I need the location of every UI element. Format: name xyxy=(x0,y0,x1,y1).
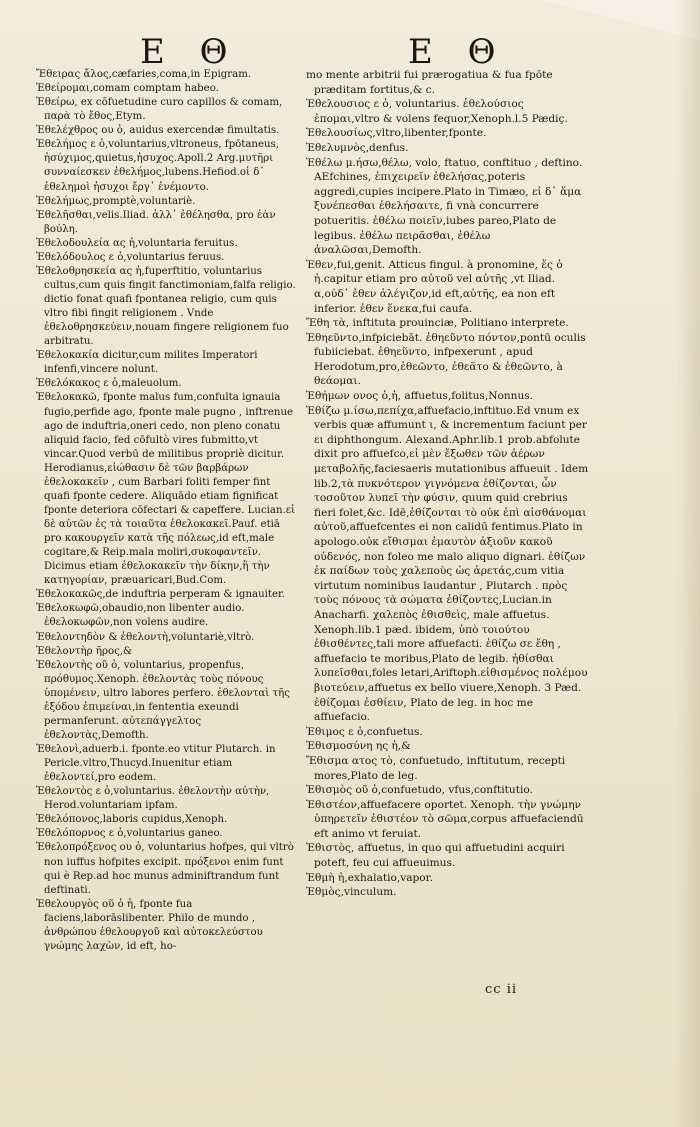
dictionary-entry: Ἐθελοκωφῶ,obaudio,non libenter audio. ἐθελοκωφῶν,non volens audire. xyxy=(36,603,245,629)
signature-mark: cc ii xyxy=(485,982,518,997)
dictionary-entry: Ἐθελοπρόξενος ου ὁ, voluntarius hofpes, qui vltrò non iuffus hofpites excipit. πρόξενοι enim funt qui è Rep.ad hoc munus adminiftrandum funt deftinati. xyxy=(36,842,294,896)
dictionary-entry: Ἐθελόδουλος ε ὁ,voluntarius feruus. xyxy=(36,251,225,263)
dictionary-entry: mo mente arbitrii fui prærogatiua & fua fpōte præditam fortitus,& c. xyxy=(306,69,553,96)
dictionary-entry: Ἐθελόκακος ε ὁ,maleuolum. xyxy=(36,378,182,390)
dictionary-entry: Ἐθιμος ε ὁ,confuetus. xyxy=(306,725,423,738)
dictionary-entry: Ἐθελοθρησκεία ας ἡ,fuperftitio, voluntarius cultus,cum quis fingit fanctimoniam,falfa religio. dictio fonat quafi fpontanea religio, cum quis vltro fibi fingit religionem . Vnde ἐθελοθρησκεύειν,nouam fingere religionem fuo arbitratu. xyxy=(36,265,296,348)
dictionary-entry: Ἐθίζω μ.ίσω,πεπίχα,affuefacio,inftituo.Ed vnum ex verbis quæ affumunt ι, & incrementum faciunt per ει diphthongum. Alexand.Aphr.lib.1 prob.abfolute dixit pro affuefco,εἰ μὲν ἔξωθεν τῶν ἀέρων μεταβολῆς,faciesaeris mutationibus affueuit . Idem lib.2,τὰ πυκνότερον γιγνόμενα ἐθίζονται, ὧν τοσοῦτον λυπεῖ τὴν φύσιν, quum quid crebrius fieri folet,&c. Idē,ἐθίζονται τὸ οὐκ ἐπὶ αἰσθάνομαι αὐτοῦ,affuefcentes ei non calidū fentimus.Plato in apologo.οὐκ εἴθισμαι ἐμαυτὸν ἀξιοῦν κακοῦ οὐδενός, non foleo me malo aliquo dignari. ἐθίζων ἐκ παίδων τοὺς χαλεποὺς ὡς ἀρετάς,cum vitia virtutum nominibus laudantur , Plutarch . πρὸς τοὺς πόνους τὰ σώματα ἐθίζοντες,Lucian.in Anacharfi. χαλεπὸς ἐθισθεὶς, male affuetus. Xenoph.lib.1 pæd. ibidem, ὑπὸ τοιούτου ἐθισθέντες,tali more affuefacti. ἐθίζω σε ἔθη , affuefacio te moribus,Plato de legib. ἠθίσθαι λυπεῖσθαι,foles letari,Ariftoph.εἰθισμένος πολέμου βιοτεύειν,affuetus ex bello viuere,Xenoph. 3 Pæd. ἐθίζομαι ἐσθίειν, Plato de leg. in hoc me affuefacio. xyxy=(306,404,589,724)
dictionary-entry: Ἐθελοκακία dicitur,cum milites Imperatori infenfi,vincere nolunt. xyxy=(36,350,258,376)
dictionary-entry: Ἐθείρομαι,comam comptam habeo. xyxy=(36,83,219,95)
dictionary-entry: Ἐθηεῦντο,infpiciebāt. ἐθηεῦντο πόντον,pontū oculis fubiiciebat. ἐθηεῦντο, infpexerunt , apud Herodotum,pro,ἐθεῶντο, ἐθεᾶτο & ἐθεῶντο, à θεάομαι. xyxy=(306,331,586,388)
dictionary-entry: Ἐθελοκακῶ, fponte malus fum,confulta ignauia fugio,perfide ago, fponte male pugno , inftrenue ago de induftria,oneri cedo, non pleno conatu aliquid facio, fed cōfultò vires fubmitto,vt vincar.Quod verbū de militibus propriè dicitur. Herodianus,εἰώθασιν δὲ τῶν βαρβάρων ἐθελοκακεῖν , cum Barbari foliti femper fint quafi fponte cedere. Aliquādo etiam fignificat fponte deteriora cōfectari & capeffere. Lucian.εἰ δὲ αὐτῶν ἐς τὰ τοιαῦτα ἐθελοκακεῖ.Pauf. etiā pro κακουργεῖν κατὰ τῆς πόλεως,id eft,male cogitare,& Reip.mala moliri,συκοφαντεῖν. Dicimus etiam ἐθελοκακεῖν τὴν δίκην,ἢ τὴν κατηγορίαν, præuaricari,Bud.Com. xyxy=(36,392,296,587)
dictionary-entry: Ἔθειρας ἄλος,cæfaries,coma,in Epigram. xyxy=(36,69,252,80)
dictionary-entry: Ἐθελοντὴς οῦ ὁ, voluntarius, propenfus, πρόθυμος.Xenoph. ἐθελοντὰς τοὺς πόνους ὑπομένειν, ultro labores perfero. ἐθελονταὶ τῆς ἐξόδου ἐπιμείναι,in fententia exeundi permanferunt. αὐτεπάγγελτος ἐθελοντὰς,Demofth. xyxy=(36,659,290,741)
dictionary-entry: Ἐθελοκακῶς,de induftria perperam & ignauiter. xyxy=(36,589,286,601)
dictionary-entry: Ἐθελοντηδὸν & ἐθελοντὴ,voluntariè,vltrò. xyxy=(36,631,255,643)
dictionary-entry: Ἐθελονὶ,aduerb.i. fponte.eo vtitur Plutarch. in Pericle.vltro,Thucyd.Inuenitur etiam ἐθελοντεί,pro eodem. xyxy=(36,744,276,784)
left-column xyxy=(36,68,299,954)
dictionary-entry: Ἐθελοδουλεία ας ἡ,voluntaria feruitus. xyxy=(36,237,238,249)
dictionary-entry: Ἐθελουσιος ε ὁ, voluntarius. ἐθελούσιος ἐπομαι,vltro & volens fequor,Xenoph.l.5 Pædiç. xyxy=(306,98,568,125)
dictionary-entry: Ἐθελόπονος,laboris cupidus,Xenoph. xyxy=(36,814,228,826)
dictionary-entry: Ἐθελῆσθαι,velis.Iliad. ἀλλ᾽ ἐθέλησθα, pro ἐὰν βούλη. xyxy=(36,209,276,235)
dictionary-entry: Ἐθεν,fui,genit. Atticus fingul. à pronomine, ἕς ὁ ἡ.capitur etiam pro αὐτοῦ vel αὐτῆς ,vt Iliad. α,οὐδ᾽ ἐθεν ἀλέγιζον,id eft,αὐτῆς, ea non eft inferior. ἐθεν ἕνεκα,fui caufa. xyxy=(306,258,563,315)
dictionary-entry: Ἐθμὸς,vinculum. xyxy=(306,886,397,899)
dictionary-entry: Ἐθήμων ονος ὁ,ἡ, affuetus,folitus,Nonnus. xyxy=(306,390,534,403)
dictionary-entry: Ἐθιστέον,affuefacere oportet. Xenoph. τὴν γνώμην ὑπηρετεῖν ἐθιστέον τὸ σῶμα,corpus affuefaciendū eft animo vt feruiat. xyxy=(306,798,584,840)
dictionary-entry: Ἐθελέχθρος ου ὁ, auidus exercendæ fimultatis. xyxy=(36,125,280,137)
dictionary-entry: Ἐθελήμως,promptè,voluntariè. xyxy=(36,195,196,207)
dictionary-entry: Ἐθισμοσύνη ης ἡ,& xyxy=(306,740,411,753)
dictionary-entry: Ἐθελόπορνος ε ὁ,voluntarius ganeo. xyxy=(36,828,223,840)
dictionary-entry: Ἐθείρω, ex cōfuetudine curo capillos & comam, παρὰ τὸ ἔθος,Etym. xyxy=(36,97,283,123)
running-head-left: E Θ xyxy=(140,32,240,72)
dictionary-entry: Ἐθιστὸς, affuetus, in quo qui affuetudini acquiri poteft, feu cui affueuimus. xyxy=(306,842,565,870)
dictionary-entry: Ἐθέλω μ.ήσω,θέλω, volo, ftatuo, conftituo , deftino. AEfchines, ἐπιχειρεῖν ἐθελήσας,poteris aggredi,cupies incipere.Plato in Timæo, εἰ δ᾽ ἅμα ξυνέπεσθαι ἐθελήσαιτε, fi vnà concurrere potueritis. ἐθέλω ποιεῖν,iubes pareo,Plato de legibus. ἐθέλω πειρᾶσθαι, ἐθέλω ἀναλῶσαι,Demofth. xyxy=(306,156,583,257)
page-edge-shadow xyxy=(676,0,700,1127)
dictionary-entry: Ἐθελυμνὸς,denfus. xyxy=(306,141,409,154)
dictionary-entry: Ἔθη τὰ, inftituta prouinciæ, Politiano interprete. xyxy=(306,317,569,330)
right-column xyxy=(306,68,592,900)
dictionary-entry: Ἐθισμὸς οῦ ὁ,confuetudo, vfus,conftitutio. xyxy=(306,784,533,797)
running-head-right: E Θ xyxy=(408,32,508,72)
dictionary-entry: Ἐθελοντὸς ε ὁ,voluntarius. ἐθελοντὴν αὐτὴν, Herod.voluntariam ipfam. xyxy=(36,786,270,812)
dictionary-entry: Ἐθμὴ ἡ,exhalatio,vapor. xyxy=(306,871,433,884)
dictionary-entry: Ἐθελοντὴρ ῆρος,& xyxy=(36,645,133,657)
dictionary-entry: Ἐθελουσίως,vltro,libenter,fponte. xyxy=(306,127,487,140)
dictionary-entry: Ἐθελήμος ε ὁ,voluntarius,vltroneus, fpōtaneus, ἡσύχιμος,quietus,ἡσυχος.Apoll.2 Arg.μυτῆρι συνναίεσκεν ἐθελήμος,lubens.Hefiod.οἱ δ᾽ ἐθελημοὶ ἡσυχοι ἔργ᾽ ἐνέμοντο. xyxy=(36,139,280,193)
dictionary-entry: Ἔθισμα ατος τὸ, confuetudo, inftitutum, recepti mores,Plato de leg. xyxy=(306,754,566,782)
dictionary-entry: Ἐθελουργὸς οῦ ὁ ἡ, fponte fua faciens,laborāslibenter. Philo de mundo , ἀνθρώπου ἐθελουργοῦ καὶ αὐτοκελεύστου γνώμης λαχὼν, id eft, ho- xyxy=(36,898,263,952)
